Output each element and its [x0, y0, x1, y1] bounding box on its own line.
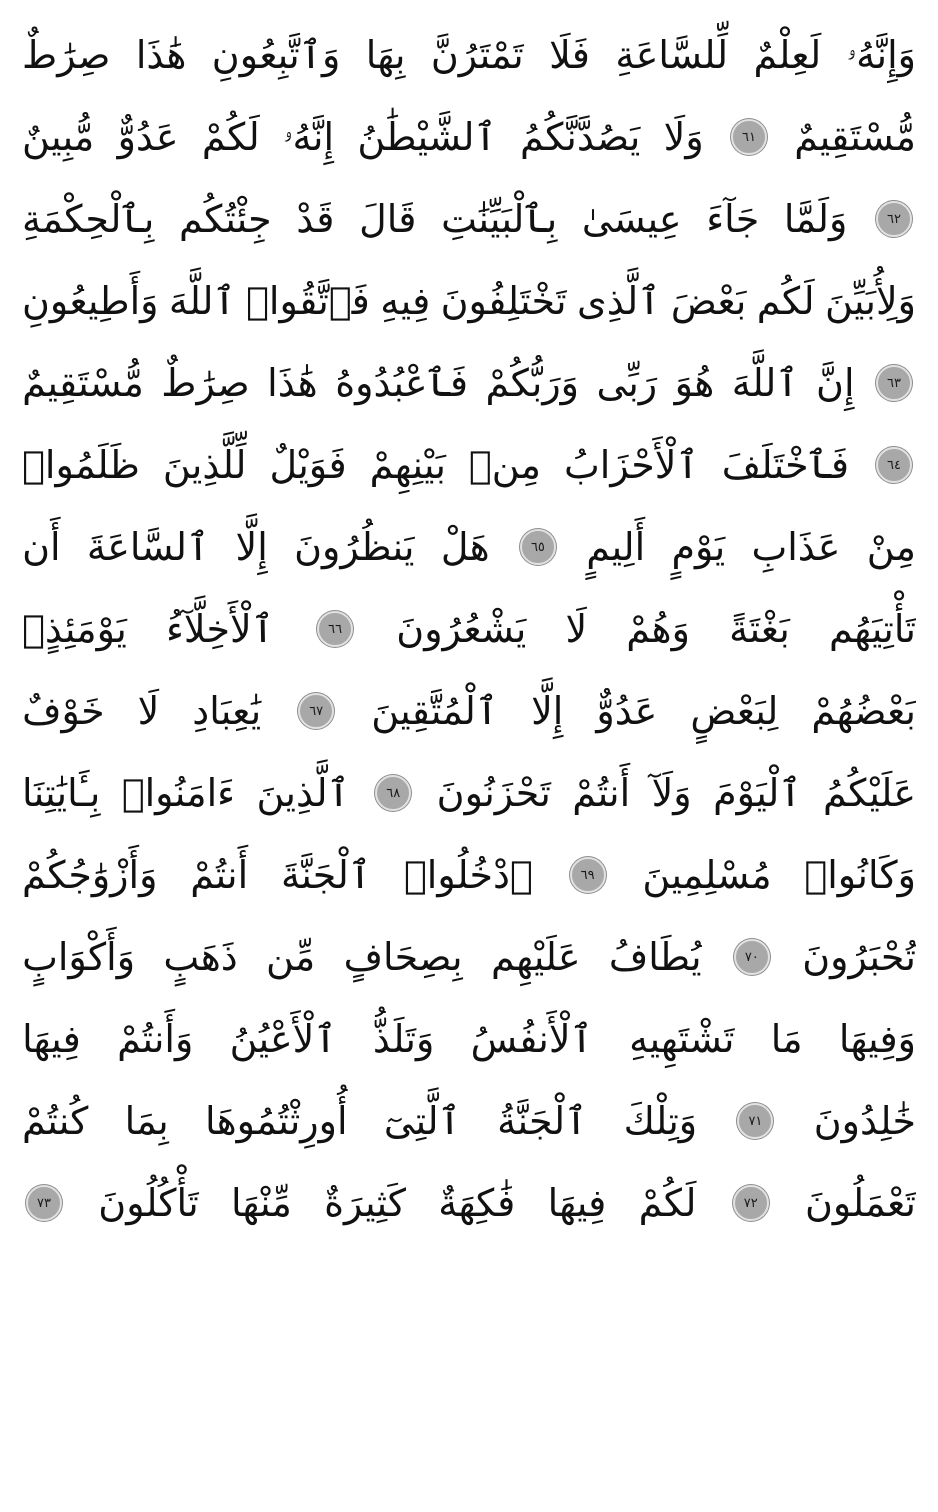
verse-word: ٱلْأَعْيُنُ — [229, 1017, 337, 1061]
verse-word: يَٰعِبَادِ — [192, 689, 262, 733]
verse-word: مُّسْتَقِيمٌ — [22, 361, 144, 405]
verse-word: ٱلْمُتَّقِينَ — [371, 689, 499, 733]
verse-word: أَنتُمْ — [572, 771, 631, 815]
verse-word: لِبَعْضٍ — [690, 689, 779, 733]
verse-word: مُسْلِمِينَ — [642, 853, 772, 897]
verse-word: لَكُمْ — [201, 115, 260, 159]
verse-word: لَكُم — [756, 279, 815, 323]
verse-word: لِّلَّذِينَ — [162, 443, 247, 487]
text-line — [22, 342, 916, 424]
verse-word: يَشْعُرُونَ — [396, 607, 527, 651]
verse-word: فِيهِ — [380, 279, 431, 323]
verse-word: ٱلَّتِىٓ — [383, 1099, 461, 1143]
ayah-number-marker: ٦٧ — [298, 693, 334, 729]
verse-word: هَٰذَا — [267, 361, 318, 405]
verse-word: بَعْضَ — [670, 279, 747, 323]
verse-word: بِمَا — [124, 1099, 169, 1143]
verse-word: لَكُمْ — [638, 1181, 697, 1225]
verse-word: إِنَّ — [816, 361, 855, 405]
quran-text-block — [22, 14, 916, 1244]
verse-word: بِٱلْبَيِّنَٰتِ — [441, 197, 558, 241]
verse-word: خَٰلِدُونَ — [813, 1099, 916, 1143]
text-line — [22, 670, 916, 752]
verse-word: عَدُوٌّ — [596, 689, 658, 733]
verse-word: فَٱعْبُدُوهُ — [335, 361, 468, 405]
text-line — [22, 1162, 916, 1244]
verse-word: ٱلْجَنَّةُ — [497, 1099, 588, 1143]
verse-word: مَا — [770, 1017, 803, 1061]
verse-word: ٱلسَّاعَةَ — [86, 525, 210, 569]
verse-word: بَعْضُهُمْ — [811, 689, 916, 733]
verse-word: فَٱتَّقُوا۟ — [246, 279, 370, 323]
verse-word: مِّنْهَا — [230, 1181, 292, 1225]
verse-word: بِـَٔايَٰتِنَا — [22, 771, 101, 815]
verse-word: وَهُمْ — [626, 607, 690, 651]
text-line — [22, 424, 916, 506]
text-line — [22, 916, 916, 998]
verse-word: هَلْ — [440, 525, 490, 569]
verse-word: فَوَيْلٌ — [269, 443, 347, 487]
text-line — [22, 588, 916, 670]
verse-word: وَلَآ — [651, 771, 692, 815]
verse-word: لَا — [565, 607, 588, 651]
verse-word: صِرَٰطٌ — [22, 33, 111, 77]
verse-word: جَآءَ — [706, 197, 760, 241]
verse-word: قَدْ — [296, 197, 335, 241]
verse-word: أُورِثْتُمُوهَا — [205, 1099, 348, 1143]
verse-word: وَتَلَذُّ — [372, 1017, 435, 1061]
ayah-number-marker: ٧٢ — [733, 1185, 769, 1221]
verse-word: عِيسَىٰ — [581, 197, 682, 241]
verse-word: قَالَ — [359, 197, 417, 241]
verse-word: مِّن — [266, 935, 316, 979]
verse-word: فَلَا — [549, 33, 590, 77]
verse-word: فَٰكِهَةٌ — [438, 1181, 516, 1225]
verse-word: رَبِّى — [596, 361, 658, 405]
verse-word: ٱلْجَنَّةَ — [280, 853, 372, 897]
verse-word: لِّلسَّاعَةِ — [615, 33, 729, 77]
text-line — [22, 506, 916, 588]
verse-word: ٱلْأَخِلَّآءُ — [166, 607, 274, 651]
verse-word: ٱلْيَوْمَ — [713, 771, 802, 815]
verse-word: وَكَانُوا۟ — [804, 853, 916, 897]
verse-word: جِئْتُكُم — [178, 197, 272, 241]
verse-word: بِهَا — [365, 33, 406, 77]
ayah-number-marker: ٦٥ — [520, 529, 556, 565]
verse-word: صِرَٰطٌ — [161, 361, 250, 405]
verse-word: وَٱتَّبِعُونِ — [211, 33, 341, 77]
verse-word: ٱللَّهَ — [731, 361, 799, 405]
text-line — [22, 178, 916, 260]
text-line — [22, 96, 916, 178]
verse-word: كُنتُمْ — [22, 1099, 89, 1143]
text-line — [22, 752, 916, 834]
verse-word: أَن — [22, 525, 61, 569]
ayah-number-marker: ٧٣ — [26, 1185, 62, 1221]
verse-word: وَتِلْكَ — [623, 1099, 698, 1143]
verse-word: مِنۢ — [468, 443, 541, 487]
verse-word: وَأَكْوَابٍ — [22, 935, 136, 979]
verse-word: يُطَافُ — [608, 935, 702, 979]
ayah-number-marker: ٦٦ — [317, 611, 353, 647]
verse-word: بَغْتَةً — [729, 607, 790, 651]
ayah-number-marker: ٧١ — [737, 1103, 773, 1139]
verse-word: ٱلَّذِى — [576, 279, 661, 323]
ayah-number-marker: ٦٨ — [375, 775, 411, 811]
verse-word: إِنَّهُۥ — [283, 115, 335, 159]
verse-word: وَأَطِيعُونِ — [22, 279, 159, 323]
verse-word: تَشْتَهِيهِ — [629, 1017, 735, 1061]
verse-word: بِصِحَافٍ — [343, 935, 463, 979]
verse-word: تَمْتَرُنَّ — [430, 33, 524, 77]
verse-word: وَلَمَّا — [783, 197, 848, 241]
verse-word: عَدُوٌّ — [117, 115, 179, 159]
verse-word: ٱدْخُلُوا۟ — [403, 853, 533, 897]
verse-word: ٱلشَّيْطَٰنُ — [357, 115, 497, 159]
verse-word: يَوْمٍ — [671, 525, 726, 569]
verse-word: يَصُدَّنَّكُمُ — [520, 115, 641, 159]
verse-word: وَرَبُّكُمْ — [485, 361, 580, 405]
text-line — [22, 998, 916, 1080]
ayah-number-marker: ٦٣ — [876, 365, 912, 401]
verse-word: عَلَيْكُمُ — [823, 771, 916, 815]
verse-word: ظَلَمُوا۟ — [22, 443, 140, 487]
verse-word: خَوْفٌ — [22, 689, 105, 733]
verse-word: تَعْمَلُونَ — [805, 1181, 916, 1225]
verse-word: ٱلَّذِينَ — [256, 771, 350, 815]
verse-word: يَنظُرُونَ — [294, 525, 415, 569]
verse-word: ذَهَبٍ — [163, 935, 238, 979]
verse-word: تَأْكُلُونَ — [98, 1181, 199, 1225]
verse-word: مِنْ — [866, 525, 916, 569]
verse-word: إِلَّا — [531, 689, 564, 733]
verse-word: فِيهَا — [547, 1181, 607, 1225]
verse-word: عَذَابِ — [751, 525, 841, 569]
ayah-number-marker: ٦٢ — [876, 201, 912, 237]
ayah-number-marker: ٦١ — [731, 119, 767, 155]
text-line — [22, 14, 916, 96]
text-line — [22, 1080, 916, 1162]
verse-word: بَيْنِهِمْ — [369, 443, 446, 487]
text-line — [22, 260, 916, 342]
verse-word: مُّسْتَقِيمٌ — [794, 115, 916, 159]
verse-word: وَفِيهَا — [838, 1017, 916, 1061]
verse-word: هَٰذَا — [135, 33, 187, 77]
verse-word: أَلِيمٍ — [586, 525, 646, 569]
verse-word: وَلِأُبَيِّنَ — [825, 279, 916, 323]
verse-word: تُحْبَرُونَ — [802, 935, 916, 979]
verse-word: فَٱخْتَلَفَ — [721, 443, 850, 487]
verse-word: هُوَ — [674, 361, 715, 405]
verse-word: إِلَّا — [235, 525, 268, 569]
verse-word: مُّبِينٌ — [22, 115, 95, 159]
verse-word: لَا — [137, 689, 160, 733]
verse-word: وَلَا — [663, 115, 704, 159]
verse-word: ٱللَّهَ — [168, 279, 236, 323]
verse-word: أَنتُمْ — [190, 853, 249, 897]
verse-word: لَعِلْمٌ — [753, 33, 822, 77]
verse-word: ٱلْأَنفُسُ — [470, 1017, 593, 1061]
verse-word: يَوْمَئِذٍۭ — [22, 607, 127, 651]
ayah-number-marker: ٦٩ — [570, 857, 606, 893]
verse-word: ءَامَنُوا۟ — [121, 771, 236, 815]
verse-word: وَأَنتُمْ — [117, 1017, 194, 1061]
verse-word: وَإِنَّهُۥ — [846, 33, 916, 77]
verse-word: بِٱلْحِكْمَةِ — [22, 197, 155, 241]
ayah-number-marker: ٧٠ — [734, 939, 770, 975]
text-line — [22, 834, 916, 916]
ayah-number-marker: ٦٤ — [876, 447, 912, 483]
verse-word: تَحْزَنُونَ — [436, 771, 551, 815]
verse-word: ٱلْأَحْزَابُ — [563, 443, 699, 487]
verse-word: وَأَزْوَٰجُكُمْ — [22, 853, 158, 897]
verse-word: تَخْتَلِفُونَ — [440, 279, 567, 323]
verse-word: عَلَيْهِم — [490, 935, 581, 979]
verse-word: تَأْتِيَهُم — [828, 607, 916, 651]
verse-word: فِيهَا — [22, 1017, 81, 1061]
verse-word: كَثِيرَةٌ — [324, 1181, 407, 1225]
